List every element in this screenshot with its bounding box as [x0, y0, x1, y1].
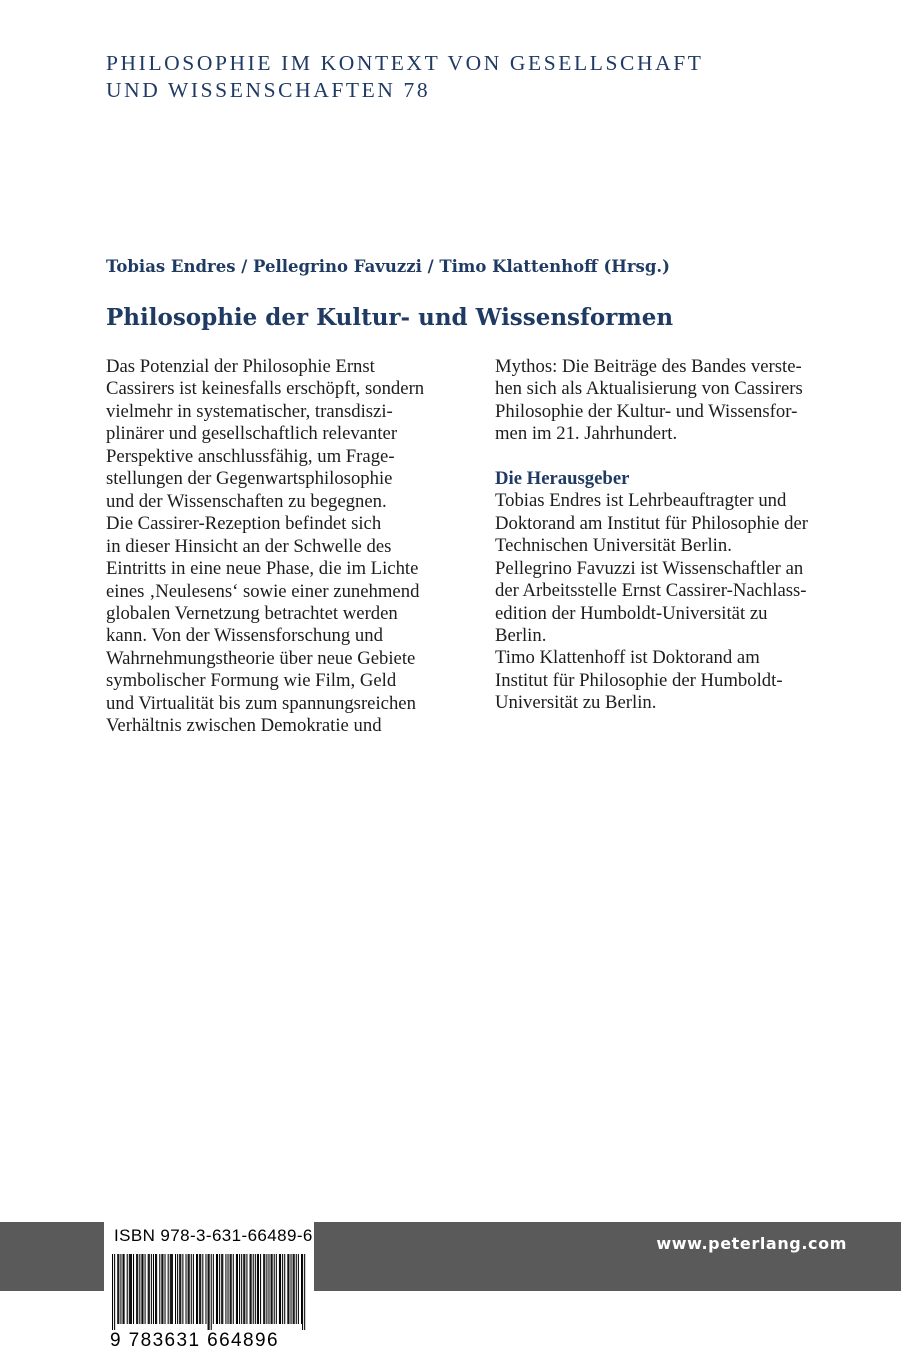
- editor-bio-line: Institut für Philosophie der Humboldt-: [495, 669, 783, 691]
- barcode-bar: [189, 1254, 190, 1324]
- isbn-label: ISBN 978-3-631-66489-6: [114, 1226, 313, 1245]
- barcode-bar: [118, 1254, 119, 1324]
- barcode-bar: [149, 1254, 150, 1324]
- barcode-bar: [294, 1254, 295, 1324]
- barcode-bar: [191, 1254, 192, 1324]
- barcode-bar: [197, 1254, 198, 1324]
- blurb-line: kann. Von der Wissensforschung und: [106, 625, 383, 647]
- barcode-bar: [272, 1254, 273, 1324]
- barcode-bar: [168, 1254, 169, 1324]
- blurb-line: Verhältnis zwischen Demokratie und: [106, 715, 382, 737]
- blurb-left-column: [106, 356, 466, 738]
- barcode-bar: [205, 1254, 206, 1324]
- barcode-bar: [114, 1254, 115, 1330]
- barcode-bar: [148, 1254, 149, 1324]
- barcode-bar: [120, 1254, 121, 1324]
- barcode-bar: [279, 1254, 280, 1324]
- blurb-line: Das Potenzial der Philosophie Ernst: [106, 356, 375, 377]
- barcode-bar: [193, 1254, 194, 1324]
- series-title: [106, 50, 826, 104]
- barcode-bar: [219, 1254, 220, 1324]
- barcode-bar: [179, 1254, 180, 1324]
- barcode-bar: [253, 1254, 254, 1324]
- barcode-bar: [293, 1254, 294, 1324]
- barcode-bar: [216, 1254, 217, 1324]
- barcode-bar: [296, 1254, 297, 1324]
- blurb-line: men im 21. Jahrhundert.: [495, 423, 678, 445]
- barcode-bar: [170, 1254, 171, 1324]
- blurb-right-column: [495, 356, 855, 715]
- barcode-bar: [129, 1254, 130, 1324]
- barcode-bar: [302, 1254, 303, 1330]
- blurb-line: Cassirers ist keinesfalls erschöpft, sondern: [106, 378, 425, 400]
- editor-bio-line: Tobias Endres ist Lehrbeauftragter und: [495, 490, 787, 512]
- barcode-bar: [228, 1254, 229, 1324]
- blurb-line: Philosophie der Kultur- und Wissensfor-: [495, 400, 798, 422]
- blurb-line: vielmehr in systematischer, transdiszi-: [106, 400, 393, 422]
- barcode-bar: [231, 1254, 232, 1324]
- editor-bio-line: Universität zu Berlin.: [495, 692, 657, 714]
- barcode-bar: [141, 1254, 142, 1324]
- barcode-bar: [202, 1254, 203, 1324]
- barcode-bar: [266, 1254, 267, 1324]
- barcode-bar: [239, 1254, 240, 1324]
- barcode-bar: [156, 1254, 157, 1324]
- barcode-bar: [236, 1254, 237, 1324]
- barcode-bar: [155, 1254, 156, 1324]
- barcode-bar: [171, 1254, 172, 1324]
- blurb-line: Mythos: Die Beiträge des Bandes verste-: [495, 356, 802, 377]
- barcode-bar: [172, 1254, 173, 1324]
- barcode-bar: [255, 1254, 256, 1324]
- barcode-bar: [298, 1254, 299, 1324]
- blurb-line: globalen Vernetzung betrachtet werden: [106, 602, 398, 624]
- barcode-bar: [284, 1254, 285, 1324]
- barcode-bar: [130, 1254, 131, 1324]
- blurb-line: eines ‚Neulesens‘ sowie einer zunehmend: [106, 580, 420, 602]
- barcode-bar: [133, 1254, 134, 1324]
- series-line-1: PHILOSOPHIE IM KONTEXT VON GESELLSCHAFT: [106, 51, 704, 75]
- barcode-bar: [233, 1254, 234, 1324]
- barcode-bar: [127, 1254, 128, 1324]
- barcode-bar: [161, 1254, 162, 1324]
- blurb-line: und Virtualität bis zum spannungsreichen: [106, 692, 416, 714]
- blurb-line: Wahrnehmungstheorie über neue Gebiete: [106, 647, 416, 669]
- barcode-bar: [241, 1254, 242, 1324]
- editor-bio-line: Technischen Universität Berlin.: [495, 535, 732, 557]
- barcode-bar: [199, 1254, 200, 1324]
- barcode-bar: [186, 1254, 187, 1324]
- blurb-line: in dieser Hinsicht an der Schwelle des: [106, 535, 392, 557]
- editor-bio-line: der Arbeitsstelle Ernst Cassirer-Nachlass-: [495, 580, 807, 602]
- barcode-bar: [162, 1254, 163, 1324]
- barcode-bar: [222, 1254, 223, 1324]
- barcode-bar: [131, 1254, 132, 1324]
- barcode-bar: [271, 1254, 272, 1324]
- barcode-bar: [288, 1254, 289, 1324]
- barcode-bar: [188, 1254, 189, 1324]
- barcode-bar: [264, 1254, 265, 1324]
- editor-bio-line: Pellegrino Favuzzi ist Wissenschaftler an: [495, 557, 804, 579]
- barcode-bar: [200, 1254, 201, 1324]
- barcode-bar: [137, 1254, 138, 1324]
- barcode-bar: [225, 1254, 226, 1324]
- barcode-bar: [123, 1254, 124, 1324]
- barcode-bar: [257, 1254, 258, 1324]
- barcode-bar: [177, 1254, 178, 1324]
- barcode-bar: [243, 1254, 244, 1324]
- barcode-bar: [139, 1254, 140, 1324]
- paragraph-gap: [495, 446, 855, 468]
- barcode-bar: [280, 1254, 281, 1324]
- blurb-line: Perspektive anschlussfähig, um Frage-: [106, 445, 395, 467]
- barcode-bar: [287, 1254, 288, 1324]
- barcode-bar: [117, 1254, 118, 1324]
- blurb-line: symbolischer Formung wie Film, Geld: [106, 670, 397, 692]
- barcode-bar: [246, 1254, 247, 1324]
- blurb-line: und der Wissenschaften zu begegnen.: [106, 490, 387, 512]
- blurb-line: plinärer und gesellschaftlich relevanter: [106, 423, 398, 445]
- barcode-bar: [276, 1254, 277, 1324]
- barcode-bar: [221, 1254, 222, 1324]
- editor-bio-line: Berlin.: [495, 624, 547, 646]
- barcode-bar: [136, 1254, 137, 1324]
- barcode-bar: [124, 1254, 125, 1324]
- barcode-bar: [211, 1254, 212, 1330]
- barcode-bar: [153, 1254, 154, 1324]
- barcode-bar: [274, 1254, 275, 1324]
- barcode-bar: [209, 1254, 210, 1330]
- barcode-bar: [182, 1254, 183, 1324]
- barcode-bar: [244, 1254, 245, 1324]
- barcode-bar: [301, 1254, 302, 1324]
- barcode-bar: [145, 1254, 146, 1324]
- barcode-bar: [142, 1254, 143, 1324]
- barcode-bar: [151, 1254, 152, 1324]
- book-title: Philosophie der Kultur- und Wissensformen: [106, 304, 674, 331]
- editors-line: Tobias Endres / Pellegrino Favuzzi / Timo Klattenhoff (Hrsg.): [106, 257, 670, 276]
- barcode-number: 9 783631 664896: [110, 1330, 279, 1351]
- blurb-line: Die Cassirer-Rezeption befindet sich: [106, 513, 382, 535]
- barcode-bar: [230, 1254, 231, 1324]
- blurb-line: hen sich als Aktualisierung von Cassirers: [495, 378, 803, 400]
- barcode-bar: [250, 1254, 251, 1324]
- barcode-bar: [165, 1254, 166, 1324]
- editor-bio-line: edition der Humboldt-Universität zu: [495, 602, 768, 624]
- barcode-bar: [291, 1254, 292, 1324]
- editors-heading: Die Herausgeber: [495, 467, 630, 489]
- barcode-bar: [112, 1254, 113, 1330]
- barcode-bar: [196, 1254, 197, 1324]
- blurb-line: stellungen der Gegenwartsphilosophie: [106, 468, 393, 490]
- barcode-bar: [282, 1254, 283, 1324]
- barcode-bar: [237, 1254, 238, 1324]
- barcode-bar: [159, 1254, 160, 1324]
- publisher-website: www.peterlang.com: [656, 1234, 847, 1253]
- barcode-bar: [213, 1254, 214, 1324]
- barcode-bar: [251, 1254, 252, 1324]
- barcode-bar: [208, 1254, 209, 1330]
- barcode-bar: [260, 1254, 261, 1324]
- barcode-bar: [304, 1254, 305, 1330]
- barcode-icon: [112, 1254, 306, 1330]
- barcode-bar: [263, 1254, 264, 1324]
- barcode-bar: [175, 1254, 176, 1324]
- blurb-line: Eintritts in eine neue Phase, die im Lichte: [106, 558, 419, 580]
- editor-bio-line: Doktorand am Institut für Philosophie der: [495, 512, 808, 534]
- barcode-bar: [258, 1254, 259, 1324]
- barcode-bar: [268, 1254, 269, 1324]
- editor-bio-line: Timo Klattenhoff ist Doktorand am: [495, 647, 760, 669]
- series-line-2: UND WISSENSCHAFTEN 78: [106, 78, 431, 102]
- barcode-bar: [180, 1254, 181, 1324]
- barcode-bar: [217, 1254, 218, 1324]
